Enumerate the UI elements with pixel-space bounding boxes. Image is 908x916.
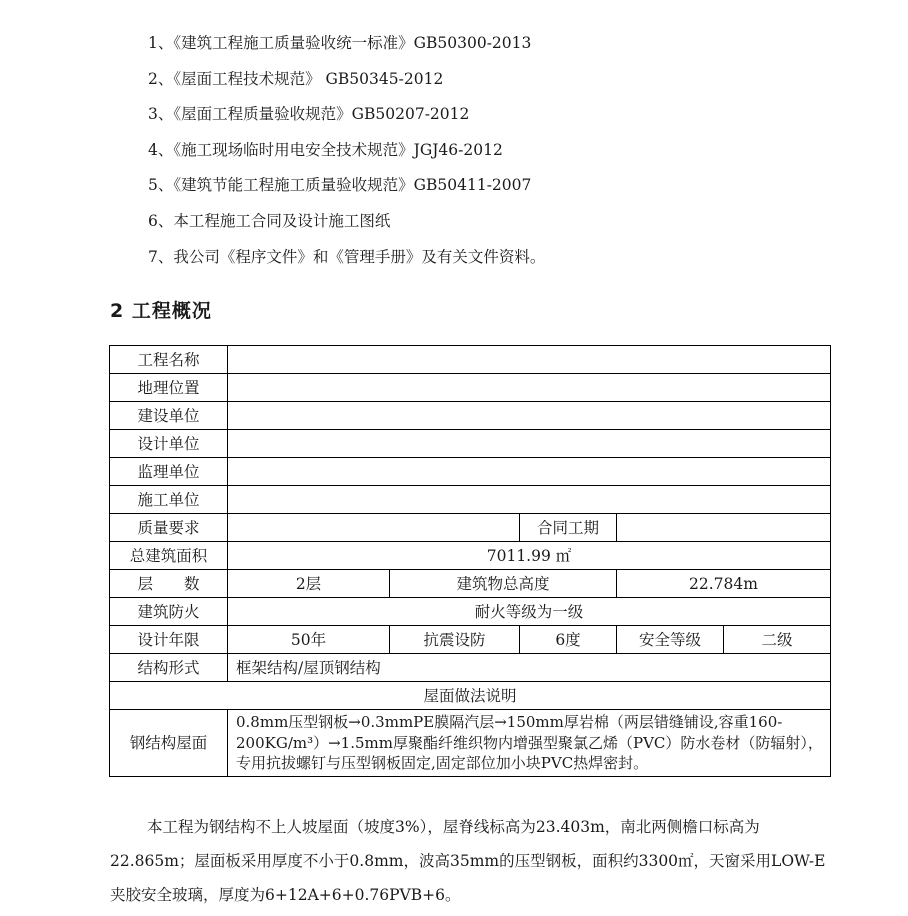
contract-period-value (617, 514, 831, 542)
design-life-label: 设计年限 (110, 626, 228, 654)
table-row (110, 710, 831, 777)
location-label: 地理位置 (110, 374, 228, 402)
seismic-label: 抗震设防 (390, 626, 520, 654)
area-label: 总建筑面积 (110, 542, 228, 570)
fire-value: 耐火等级为一级 (228, 598, 831, 626)
table-row (110, 458, 831, 486)
owner-value (228, 402, 831, 430)
table-row (110, 542, 831, 570)
supervisor-label: 监理单位 (110, 458, 228, 486)
height-label: 建筑物总高度 (390, 570, 617, 598)
project-name-label: 工程名称 (110, 346, 228, 374)
reference-item: 5、《建筑节能工程施工质量验收规范》GB50411-2007 (148, 176, 532, 195)
table-row (110, 682, 831, 710)
location-value (228, 374, 831, 402)
project-name-value (228, 346, 831, 374)
area-value: 7011.99 ㎡ (228, 542, 831, 570)
reference-item: 2、《屋面工程技术规范》 GB50345-2012 (148, 69, 444, 88)
table-row (110, 402, 831, 430)
reference-item: 7、我公司《程序文件》和《管理手册》及有关文件资料。 (148, 247, 546, 266)
seismic-value: 6度 (520, 626, 617, 654)
table-row (110, 430, 831, 458)
steel-roof-label: 钢结构屋面 (110, 710, 228, 777)
roof-header: 屋面做法说明 (110, 682, 831, 710)
section-heading: 2 工程概况 (110, 300, 212, 322)
steel-roof-description: 0.8mm压型钢板→0.3mmPE膜隔汽层→150mm厚岩棉（两层错缝铺设,容重160-200KG/m³）→1.5mm厚聚酯纤维织物内增强型聚氯乙烯（PVC）防水卷材（防辐射），专用抗拔螺钉与压型钢板固定,固定部位加小块PVC热焊密封。 (228, 710, 831, 777)
reference-item: 6、本工程施工合同及设计施工图纸 (148, 211, 391, 230)
table-row (110, 514, 831, 542)
fire-label: 建筑防火 (110, 598, 228, 626)
safety-label: 安全等级 (617, 626, 724, 654)
quality-label: 质量要求 (110, 514, 228, 542)
table-row (110, 570, 831, 598)
designer-label: 设计单位 (110, 430, 228, 458)
reference-item: 3、《屋面工程质量验收规范》GB50207-2012 (148, 105, 470, 124)
table-row (110, 654, 831, 682)
contract-period-label: 合同工期 (520, 514, 617, 542)
owner-label: 建设单位 (110, 402, 228, 430)
designer-value (228, 430, 831, 458)
reference-item: 4、《施工现场临时用电安全技术规范》JGJ46-2012 (148, 140, 503, 159)
table-row (110, 374, 831, 402)
supervisor-value (228, 458, 831, 486)
quality-value (228, 514, 520, 542)
table-row (110, 346, 831, 374)
structure-value: 框架结构/屋顶钢结构 (228, 654, 831, 682)
contractor-value (228, 486, 831, 514)
floors-label: 层 数 (110, 570, 228, 598)
table-row (110, 626, 831, 654)
contractor-label: 施工单位 (110, 486, 228, 514)
safety-value: 二级 (724, 626, 831, 654)
project-overview-table (109, 345, 831, 777)
reference-item: 1、《建筑工程施工质量验收统一标准》GB50300-2013 (148, 34, 532, 52)
structure-label: 结构形式 (110, 654, 228, 682)
roof-overview-paragraph: 本工程为钢结构不上人坡屋面（坡度3%），屋脊线标高为23.403m，南北两侧檐口标高为22.865m；屋面板采用厚度不小于0.8mm，波高35mm的压型钢板，面积约3300㎡，天窗采用LOW-E夹胶安全玻璃，厚度为6+12A+6+0.76PVB+6。 (110, 818, 826, 904)
reference-list (148, 30, 545, 279)
floors-value: 2层 (228, 570, 390, 598)
table-row (110, 598, 831, 626)
design-life-value: 50年 (228, 626, 390, 654)
height-value: 22.784m (617, 570, 831, 598)
table-row (110, 486, 831, 514)
